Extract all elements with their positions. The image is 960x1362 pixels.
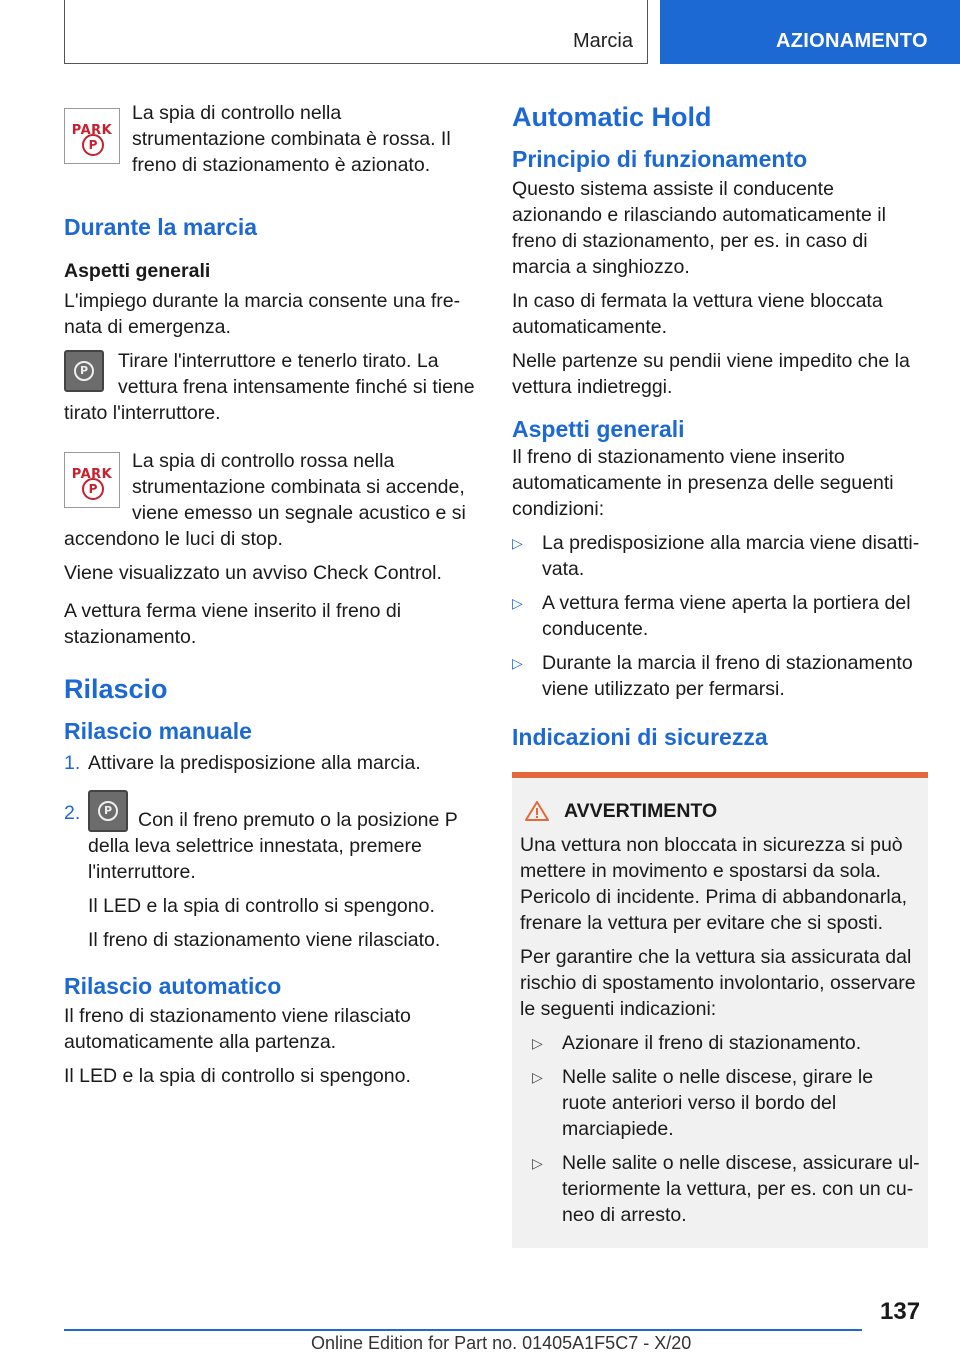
heading-sicurezza: Indicazioni di sicurezza [512,724,768,750]
triangle-bullet-icon: ▷ [512,595,523,611]
list-item: ▷ A vettura ferma viene aperta la portiera del conducente. [512,592,911,640]
footer-edition: Online Edition for Part no. 01405A1F5C7 - X/20 [311,1333,692,1353]
footer-divider [64,1329,862,1331]
step-number: 2. [64,802,81,824]
release-steps-list [64,750,476,953]
list-item: ▷ La predisposizione alla marcia viene disattivata. [512,532,920,580]
parking-brake-switch-icon-2: P [88,790,128,832]
list-item: ▷ Nelle salite o nelle discese, assicurare ulteriormente la vettura, per es. con un cuneo di arresto. [532,1152,920,1226]
paragraph-inserito: Il freno di stazionamento viene inserito automaticamente in presenza delle seguenti condizioni: [512,446,894,520]
heading-rilascio: Rilascio [64,674,168,704]
park-warning-icon: PARK P [64,108,120,164]
triangle-bullet-icon: ▷ [532,1035,543,1051]
warning-title: AVVERTIMENTO [564,800,718,822]
heading-automatic-hold: Automatic Hold [512,102,712,132]
heading-rilascio-manuale: Rilascio manuale [64,718,252,744]
heading-rilascio-automatico: Rilascio automatico [64,973,282,999]
warning-paragraph-1: Una vettura non bloccata in sicurezza si può mettere in movimento e spostarsi da sola. Pericolo di incidente. Prima di abbandonarla, frenare la vettura per evitare che si sposti. [520,834,907,934]
triangle-bullet-icon: ▷ [532,1155,543,1171]
paragraph-sistema: Questo sistema assiste il conducente azionando e rilasciando automaticamente il freno di stazionamento, per es. in caso di marcia a singhiozzo. [512,178,886,278]
list-item [64,790,476,953]
park-note-text: La spia di controllo nella strumentazione combinata è rossa. Il freno di stazionamento è azionato. [132,102,451,176]
warning-title-row [520,798,920,824]
park-warning-icon-2: PARK P [64,452,120,508]
right-column [512,100,928,1248]
paragraph-impiego: L'impiego durante la marcia consente una frenata di emergenza. [64,290,461,338]
paragraph-fermata: In caso di fermata la vettura viene bloccata automaticamente. [512,290,883,338]
list-item: ▷ Azionare il freno di stazionamento. [532,1032,862,1054]
heading-principio: Principio di funzionamento [512,146,808,172]
header-section-title: Marcia [572,30,633,52]
triangle-bullet-icon: ▷ [512,535,523,551]
paragraph-spia-rossa: La spia di controllo rossa nella strumentazione combinata si accende, viene emesso un segnale acustico e si accendono le luci di stop. [64,450,466,550]
spia-rossa-block [64,448,476,560]
parking-brake-switch-icon: P [64,350,104,392]
heading-durante-marcia: Durante la marcia [64,214,258,240]
heading-aspetti-generali-right: Aspetti generali [512,416,685,442]
step-number: 1. [64,752,81,774]
list-item [64,750,476,776]
conditions-list [512,530,928,702]
paragraph-auto-1: Il freno di stazionamento viene rilasciato automaticamente alla partenza. [64,1005,411,1053]
step-text: Con il freno premuto o la posizione P della leva selettrice innestata, premere l'interruttore. [88,809,458,883]
list-item: ▷ Durante la marcia il freno di stazionamento viene utilizzato per fermarsi. [512,652,913,700]
left-column [64,100,476,1097]
warning-triangle-icon [524,800,550,822]
header-chapter-title: AZIONAMENTO [776,30,928,52]
header-chapter-tab [660,0,960,64]
step-text: Attivare la predisposizione alla marcia. [88,752,421,774]
paragraph-partenze: Nelle partenze su pendii viene impedito che la vettura indietreggi. [512,350,910,398]
list-item: ▷ Nelle salite o nelle discese, girare le ruote anteriori verso il bordo del marciapiede. [532,1066,874,1140]
paragraph-auto-2: Il LED e la spia di controllo si spengono. [64,1065,411,1087]
triangle-bullet-icon: ▷ [512,655,523,671]
paragraph-tirare: Tirare l'interruttore e tenerlo tirato. La vettura frena intensamente finché si tiene tirato l'interruttore. [64,350,475,424]
paragraph-check-control: Viene visualizzato un avviso Check Control. [64,562,442,584]
warning-box [512,772,928,1248]
step-sub-led: Il LED e la spia di controllo si spengono. [88,895,435,917]
warning-paragraph-2: Per garantire che la vettura sia assicurata dal rischio di spostamento involontario, osservare le seguenti indicazioni: [520,946,916,1020]
heading-aspetti-generali-left: Aspetti generali [64,260,211,282]
tirare-block [64,348,476,434]
triangle-bullet-icon: ▷ [532,1069,543,1085]
paragraph-vettura-ferma: A vettura ferma viene inserito il freno di stazionamento. [64,600,402,648]
park-note-block [64,100,476,186]
step-sub-freno: Il freno di stazionamento viene rilasciato. [88,929,441,951]
warning-list [520,1030,920,1228]
page-number: 137 [880,1298,921,1325]
header-section-box [64,0,648,64]
